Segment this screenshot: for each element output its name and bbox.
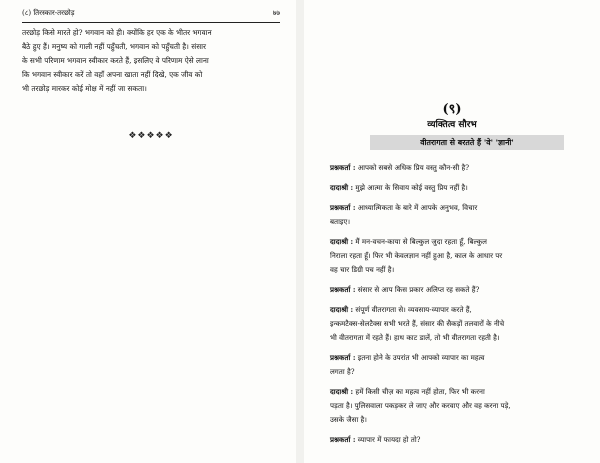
chapter-number: (९) xyxy=(442,102,462,117)
dialogue-text: मुझे आत्मा के सिवाय कोई वस्तु प्रिय नहीं है। xyxy=(355,183,468,192)
dialogue-entry xyxy=(330,235,584,277)
speaker-label: प्रश्नकर्ता : xyxy=(330,435,356,444)
speaker-label: दादाश्री : xyxy=(330,305,354,314)
speaker-label: दादाश्री : xyxy=(330,387,354,396)
text-line: के सभी परिणाम भगवान स्वीकार करते हैं, इसलिए वे परिणाम ऐसे लाना xyxy=(22,56,209,65)
dialogue-entry xyxy=(330,181,584,195)
dialogue-text: संपूर्ण वीतरागता से। व्यवसाय-व्यापार करते हैं, xyxy=(355,305,472,314)
dialogue-line xyxy=(330,235,584,249)
dialogue-line: इन्कमटैक्स-सेलटैक्स सभी भरते हैं, संसार की सैकड़ों तलवारों के नीचे xyxy=(330,319,505,328)
left-page xyxy=(0,0,296,463)
dialogue-line: पड़ता है। पुलिसवाला पकड़कर ले जाए और करवाए और वह करना पड़े, xyxy=(330,401,511,410)
right-page xyxy=(304,0,600,463)
speaker-label: प्रश्नकर्ता : xyxy=(330,353,356,362)
text-line: बैठे हुए हैं। मनुष्य को गाली नहीं पहुँचती, भगवान को पहुँचती है। संसार xyxy=(22,42,206,51)
dialogue-entry xyxy=(330,283,584,297)
speaker-label: प्रश्नकर्ता : xyxy=(330,285,356,294)
speaker-label: दादाश्री : xyxy=(330,237,354,246)
page-number: ७७ xyxy=(272,9,280,17)
dialogue-entry xyxy=(330,303,584,345)
speaker-label: प्रश्नकर्ता : xyxy=(330,163,356,172)
text-line: तरछोड़ किसे मारते हो? भगवान को ही। क्योंकि हर एक के भीतर भगवान xyxy=(22,28,212,37)
dialogue-line xyxy=(330,283,584,297)
dialogue-line xyxy=(330,161,584,175)
text-line: भी तरछोड़ मारकर कोई मोक्ष में नहीं जा सकता। xyxy=(22,84,147,93)
dialogue-line: लगता है? xyxy=(330,367,355,376)
dialogue-text: मैं मन-वचन-काया से बिल्कुल जुदा रहता हूँ, बिल्कुल xyxy=(355,237,487,246)
speaker-label: प्रश्नकर्ता : xyxy=(330,203,356,212)
dialogue-text: आध्यात्मिकता के बारे में आपके अनुभव, विचार xyxy=(357,203,478,212)
dialogue-line xyxy=(330,303,584,317)
dialogue-entry xyxy=(330,351,584,379)
dialogue-line xyxy=(330,181,584,195)
dialogue-line: बताइए। xyxy=(330,217,351,226)
dialogue-entry xyxy=(330,161,584,175)
speaker-label: दादाश्री : xyxy=(330,183,354,192)
dialogue-line xyxy=(330,351,584,365)
dialogue-text: व्यापार में फायदा हो तो? xyxy=(357,435,421,444)
header-rule xyxy=(22,22,280,23)
dialogue-entry xyxy=(330,385,584,427)
dialogue-line xyxy=(330,201,584,215)
text-line: कि भगवान स्वीकार करें तो वहाँ अपना खाता नहीं दिखे, एक जीव को xyxy=(22,70,203,79)
dialogue-entry xyxy=(330,433,584,447)
dialogue-line xyxy=(330,433,584,447)
book-gutter xyxy=(296,0,304,463)
dialogue-text: हमें किसी चीज़ का महत्व नहीं होता, फिर भी करना xyxy=(355,387,485,396)
section-heading: वीतरागता से बरतते हैं 'वे' 'ज्ञानी' xyxy=(370,135,564,150)
dialogue-line xyxy=(330,385,584,399)
section-end-ornament: ❖❖❖❖❖ xyxy=(128,131,174,141)
dialogue-line: उसके जैसा है। xyxy=(330,415,367,424)
dialogue-text: संसार से आप किस प्रकार अलिप्त रह सकते हैं? xyxy=(357,285,480,294)
dialogue-text: आपको सबसे अधिक प्रिय वस्तु कौन-सी है? xyxy=(357,163,470,172)
running-head-title: (८) तिरस्कार-तरछोड़ xyxy=(22,9,75,17)
dialogue-line: भी वीतरागता में रहते हैं। हाथ काट डालें, तो भी वीतरागता रहती है। xyxy=(330,333,500,342)
dialogue-text: इतना होने के उपरांत भी आपको व्यापार का महत्व xyxy=(357,353,485,362)
dialogue-entry xyxy=(330,201,584,229)
dialogue-line: वह चार डिग्री पच नहीं है। xyxy=(330,265,395,274)
chapter-title: व्यक्तित्व सौरभ xyxy=(427,120,477,130)
left-paragraph xyxy=(22,26,280,96)
running-head xyxy=(22,7,280,19)
dialogue-line: निराला रहता हूँ। फिर भी केवलज्ञान नहीं हुआ है, काल के आधार पर xyxy=(330,251,503,260)
